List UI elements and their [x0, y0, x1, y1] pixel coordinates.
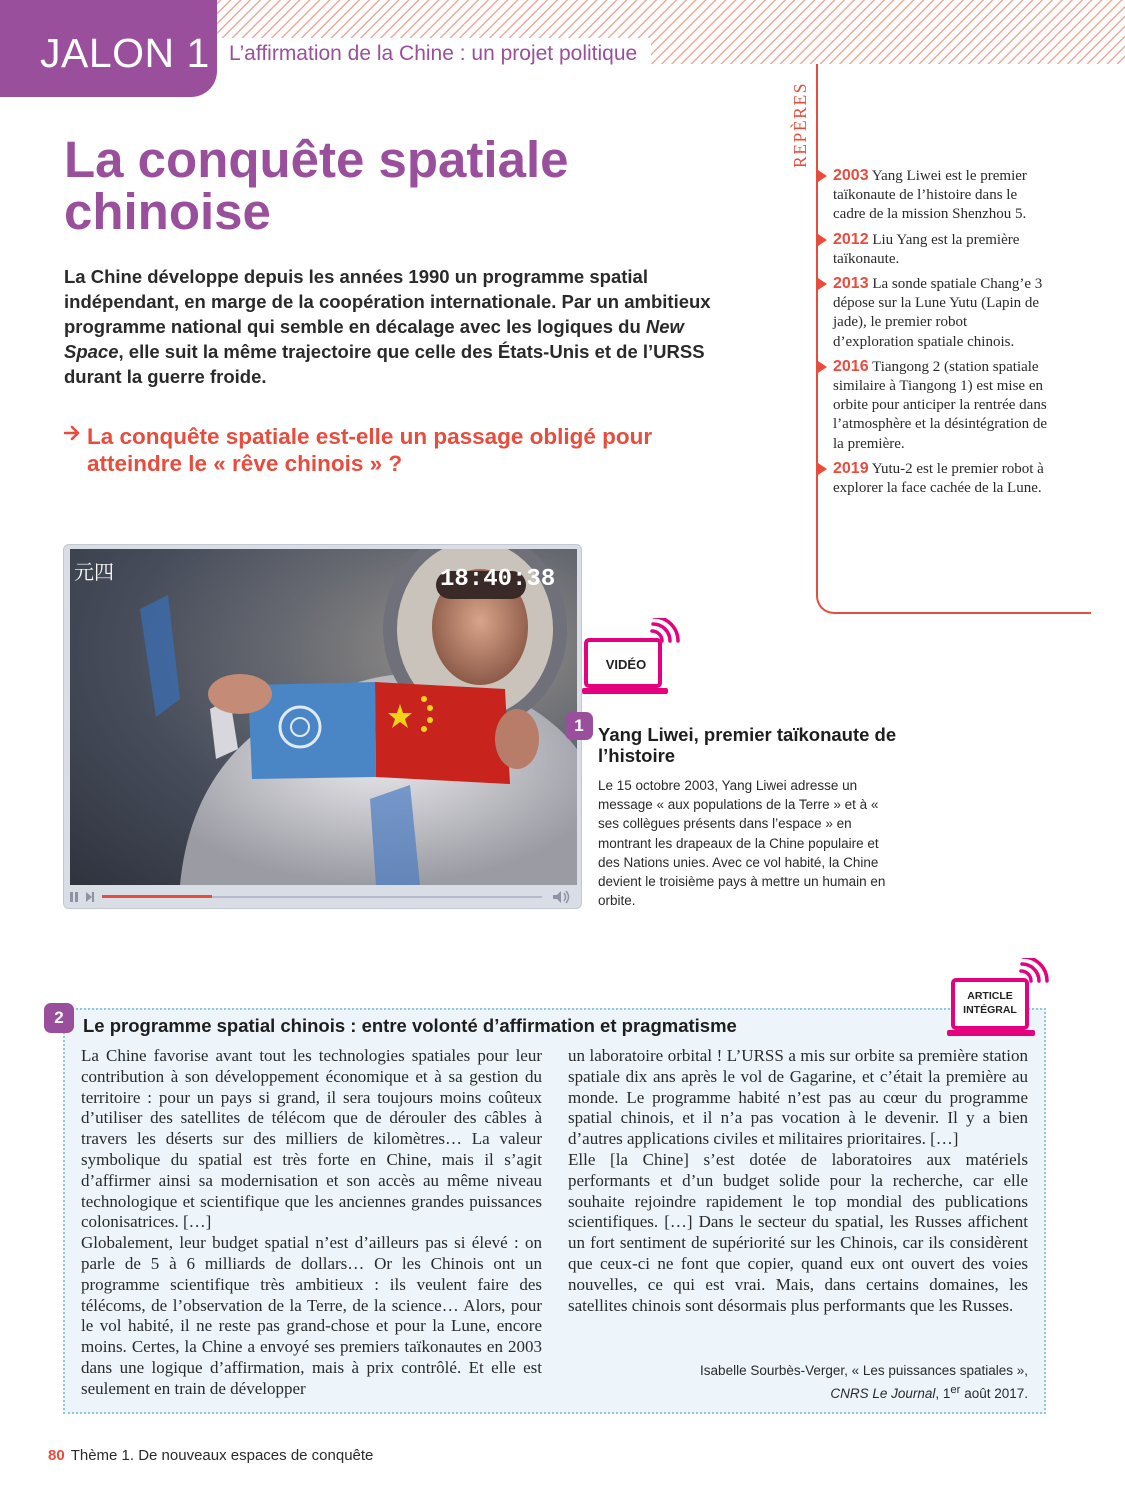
page-title [64, 131, 764, 240]
doc2-title: Le programme spatial chinois : entre volonté d’affirmation et pragmatisme [83, 1015, 737, 1036]
article-badge-label: ARTICLE INTÉGRAL [963, 990, 1017, 1016]
reperes-item [818, 230, 1048, 269]
page-title-line-2: chinoise [64, 183, 271, 240]
page-footer [48, 1447, 373, 1464]
intro-part-2: , elle suit la même trajectoire que celle des États-Unis et de l’URSS durant la guerre froide. [64, 341, 705, 387]
reperes-text: Yutu-2 est le premier robot à explorer la face cachée de la Lune. [833, 460, 1044, 497]
question-text: La conquête spatiale est-elle un passage obligé pour atteindre le « rêve chinois » ? [87, 424, 653, 476]
article-paragraph: Globalement, leur budget spatial n’est d’ailleurs pas si élevé : on parle de 5 à 6 milliards de dollars… Or les Chinois ont un programme scientifique très ambitieux : ils veulent faire des télécoms, de l’observation de la Terre, de la science… Alors, pour le vol habité, il ne reste pas grand-chose et pour la Lune, encore moins. Certes, la Chine a envoyé ses premiers taïkonautes en 2003 dans une logique d’affirmation, mais à prix contrôlé. Et elle est seulement en train de développer [81, 1233, 542, 1398]
doc1-number-badge: 1 [565, 712, 593, 740]
article-column-2 [568, 1046, 1028, 1316]
video-frame-image[interactable] [70, 549, 577, 885]
intro-emphasis: New Space [64, 316, 684, 362]
next-icon[interactable] [86, 892, 94, 902]
doc2-number-badge: 2 [44, 1003, 74, 1033]
triangle-marker-icon [818, 463, 827, 475]
reperes-item [818, 459, 1048, 498]
reperes-item [818, 357, 1048, 454]
intro-part-1: La Chine développe depuis les années 1990 un programme spatial indépendant, en marge de la coopération internationale. Par un ambitieux programme national qui semble en décalage avec les logiques du [64, 266, 711, 337]
reperes-text: La sonde spatiale Chang’e 3 dépose sur la Lune Yutu (Lapin de jade), le premier robot d’exploration spatiale chinois. [833, 276, 1043, 350]
jalon-label: JALON 1 [40, 30, 210, 76]
page-number: 80 [48, 1447, 65, 1464]
problematic-question [64, 423, 704, 477]
credit-source-line: CNRS Le Journal, 1er août 2017. [830, 1383, 1028, 1401]
video-overlay-left: 元四 [74, 560, 114, 584]
footer-theme: Thème 1. De nouveaux espaces de conquête [70, 1447, 374, 1464]
volume-icon[interactable] [553, 891, 569, 903]
reperes-item [818, 274, 1048, 352]
video-badge-label: VIDÉO [605, 657, 647, 672]
reperes-text: Yang Liwei est le premier taïkonaute de l’histoire dans le cadre de la mission Shenzhou 5. [833, 168, 1027, 223]
article-paragraph: Elle [la Chine] s’est dotée de laboratoires aux matériels performants et d’un budget solide pour la recherche, car elle souhaite rejoindre rapidement le top mondial des publications scientifiques. […] Dans le secteur du spatial, les Russes affichent un fort sentiment de supériorité sur les Chinois, car ils considèrent que ceux-ci ne font que copier, quand eux ont ouvert des voies nouvelles, ce qui est vrai. Mais, dans certains domaines, les satellites chinois sont désormais plus performants que les Russes. [568, 1149, 1028, 1315]
intro-paragraph [64, 264, 744, 389]
reperes-year: 2003 [833, 167, 869, 184]
astronaut-flags-illustration [70, 549, 577, 885]
reperes-year: 2012 [833, 230, 869, 248]
article-credit [600, 1361, 1028, 1404]
reperes-timeline [818, 166, 1048, 503]
credit-author: Isabelle Sourbès-Verger, « Les puissances spatiales », [700, 1363, 1028, 1378]
reperes-year: 2016 [833, 357, 869, 375]
article-paragraph: un laboratoire orbital ! L’URSS a mis sur orbite sa première station spatiale dix ans après le vol de Gagarine, et c’était la première au monde. Le programme habité n’est pas au cœur du programme spatial chinois, et il n’a pas vocation à le devenir. Il y a bien d’autres applications civiles et militaires prioritaires. […] [568, 1046, 1028, 1149]
credit-source: CNRS Le Journal [830, 1386, 936, 1401]
triangle-marker-icon [818, 234, 827, 246]
arrow-right-icon [64, 423, 82, 443]
video-progress-fill [102, 895, 212, 898]
triangle-marker-icon [818, 170, 827, 182]
page-title-line-1: La conquête spatiale [64, 131, 569, 188]
triangle-marker-icon [818, 278, 827, 290]
pause-icon[interactable] [70, 892, 78, 902]
article-paragraph: La Chine favorise avant tout les technologies spatiales pour leur contribution à son développement économique et à sa gestion du territoire : pour un pays si grand, il sera toujours moins coûteux d’utiliser des satellites de télécom que de dérouler des câbles à travers les déserts sur des milliers de kilomètres… La valeur symbolique du spatial est très forte en Chine, mais il s’agit d’affirmer ainsi sa modernisation et son accès au même niveau technologique et scientifique que les anciennes grandes puissances colonisatrices. […] [81, 1046, 542, 1232]
section-subtitle: L’affirmation de la Chine : un projet politique [217, 38, 651, 68]
reperes-item [818, 166, 1048, 225]
triangle-marker-icon [818, 361, 827, 373]
doc1-title: Yang Liwei, premier taïkonaute de l’histoire [598, 724, 897, 766]
reperes-text: Liu Yang est la première taïkonaute. [833, 231, 1020, 267]
reperes-year: 2013 [833, 275, 869, 293]
reperes-year: 2019 [833, 459, 869, 477]
reperes-text: Tiangong 2 (station spatiale similaire à Tiangong 1) est mise en orbite pour anticiper la rentrée dans l’atmosphère et la désintégration de la première. [833, 358, 1048, 452]
reperes-label: REPÈRES [790, 81, 810, 168]
doc1-caption: Le 15 octobre 2003, Yang Liwei adresse un message « aux populations de la Terre » et à « ses collègues présents dans l’espace » en montrant les drapeaux de la Chine populaire et des Nations unies. Avec ce vol habité, la Chine devient le troisième pays à mettre un humain en orbite. [598, 778, 886, 909]
video-timestamp: 18:40:38 [440, 566, 556, 593]
article-column-1 [81, 1046, 542, 1400]
